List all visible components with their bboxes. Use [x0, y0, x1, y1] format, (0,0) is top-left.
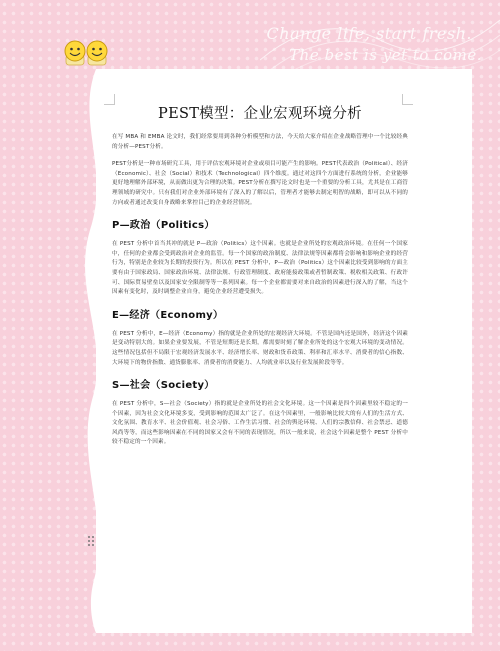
decor-script-line-2: The best is yet to come. [289, 46, 482, 64]
intro-paragraph-1: 在写 MBA 和 EMBA 论文时，我们经常要用到各种分析模型和方法，今天给大家介绍在企业战略管理中一个比较经典的分析—PEST分析。 [112, 134, 408, 150]
section-body-economy: 在 PEST 分析中，E—经济（Economy）指的就是企业所处的宏观经济大环境。不管是国内还是国外，经济这个因素是变动特别大的。如果企业要发展，不管是短期还是长期，都需要时刻了解企业所处的这个宏观大环境的变动情况。这些情况包括但不局限于宏观经济发展水平、经济增长率、财政和货币政策、利率和汇率水平、消费者的信心指数、大环境下的物价指数、通货膨胀率、消费者的消费能力、人均就业率以及行业发展阶段等等。 [112, 330, 408, 366]
smiley-right-icon [84, 40, 110, 66]
page-title: PEST模型：企业宏观环境分析 [158, 106, 362, 122]
section-heading-society: S—社会（Society） [112, 380, 215, 392]
intro-paragraph-2: PEST分析是一种市场研究工具，用于评估宏观环境对企业或项目可能产生的影响。PEST代表政治（Political）、经济（Economic）、社会（Social）和技术（Technological）四个维度。通过对这四个方面进行系统的分析，企业能够更好地理解外部环境，从而做出更为合理的决策。PEST分析在撰写论文时也是一个重要的分析工具，尤其是在工商管理领域的研究中。只有我们对企业外部环境有了深入的了解以后，管理者才能够去制定明智的战略，即可以从不同的方向或者通过改变自身战略来掌控目己的企业经营情况。 [112, 161, 408, 206]
section-body-society: 在 PEST 分析中，S—社会（Society）指的就是企业所处的社会文化环境。这一个因素是四个因素里较不稳定的一个因素，因为社会文化环境多变，受到影响的范围太广泛了。在这个因素里，一般影响比较大的有人们的生活方式、文化氛围、教育水平、社会价值观、社会习俗、工作生活习惯、社会的舆论环境、人们的宗教信仰、社会禁忌、道德风尚等等，而这些影响因素在不同的国家又会有不同的表现情况，所以一般来说，社会这个因素是整个 PEST 分析中较不稳定的一个因素。 [112, 401, 408, 446]
document-body [112, 102, 408, 456]
section-heading-politics: P—政治（Politics） [112, 220, 215, 232]
drag-handle-icon[interactable] [88, 536, 96, 550]
decor-script-line-1: Change life, start fresh. [266, 24, 472, 43]
section-heading-economy: E—经济（Economy） [112, 309, 224, 321]
section-body-politics: 在 PEST 分析中首当其冲的就是 P—政治（Politics）这个因素。也就是企业所处的宏观政治环境。在任何一个国家中，任何的企业都会受到政治对企业的监管。每一个国家的政治制度、法律法规等因素都将会影响和影响企业的经营行为，特别是企业较为长期的投资行为。所以在 PEST 分析中，P—政治（Politics）这个因素比较受到影响的方面主要有由于国家政局、国家政治环境、法律法规、行政管理制度、政府能接政策或者暂制政策、税收相关政策、行政许可、国际贸易壁垒以及国家安全限制等等一系列因素。每一个企业都需要对来自政治的因素进行深入的了解，当这个因素有变化时，及时调整企业自身，避免企业经营遭受损失。 [112, 241, 408, 296]
